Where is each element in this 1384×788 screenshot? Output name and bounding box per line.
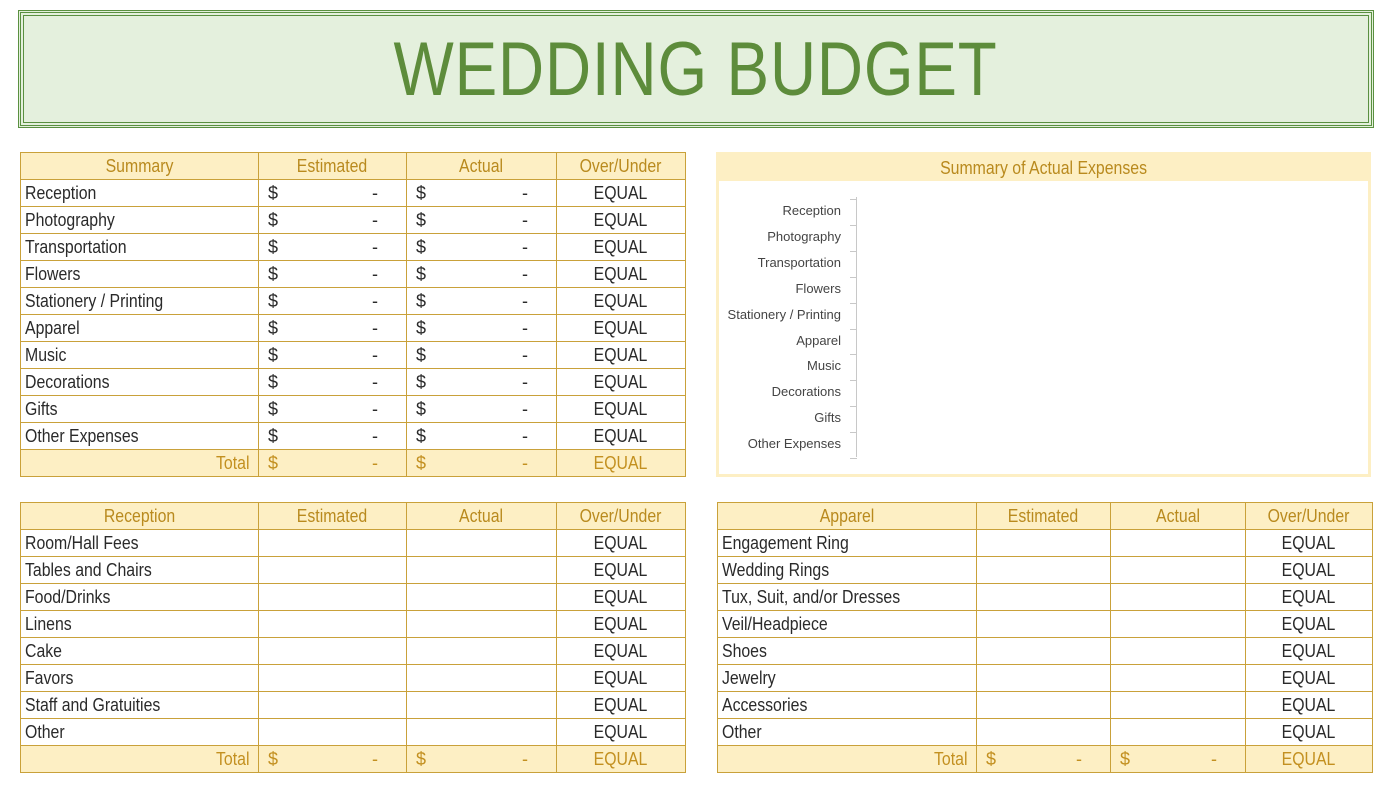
item-label <box>21 557 259 584</box>
actual-cell[interactable] <box>407 234 557 261</box>
item-text: Room/Hall Fees <box>25 532 139 553</box>
over-under-value: EQUAL <box>594 371 648 392</box>
over-under-value: EQUAL <box>594 290 648 311</box>
over-under-value: EQUAL <box>594 344 648 365</box>
item-label <box>718 719 977 746</box>
estimated-input-cell[interactable] <box>977 557 1111 584</box>
currency-symbol: $ <box>416 210 427 230</box>
over-under-cell <box>557 180 686 207</box>
item-text: Veil/Headpiece <box>722 613 828 634</box>
over-under-cell <box>557 719 686 746</box>
currency-symbol: $ <box>416 237 427 257</box>
summary-row <box>21 342 686 369</box>
amount-value: - <box>372 345 378 365</box>
estimated-input-cell[interactable] <box>259 638 407 665</box>
amount-value: - <box>372 426 378 446</box>
currency-symbol: $ <box>268 183 279 203</box>
reception-row <box>21 638 686 665</box>
reception-row <box>21 611 686 638</box>
amount-value: - <box>372 318 378 338</box>
total-actual-cell[interactable] <box>407 746 557 773</box>
estimated-input-cell[interactable] <box>259 692 407 719</box>
amount-value: - <box>372 453 378 473</box>
actual-input-cell[interactable] <box>1111 584 1246 611</box>
over-under-header: Over/Under <box>557 503 686 530</box>
actual-cell[interactable] <box>407 261 557 288</box>
currency-symbol: $ <box>416 372 427 392</box>
over-under-cell <box>557 315 686 342</box>
over-under-value: EQUAL <box>594 317 648 338</box>
over-under-value: EQUAL <box>1282 559 1336 580</box>
item-text: Wedding Rings <box>722 559 830 580</box>
currency-symbol: $ <box>416 426 427 446</box>
over-under-cell <box>557 288 686 315</box>
estimated-input-cell[interactable] <box>977 692 1111 719</box>
over-under-cell <box>557 665 686 692</box>
estimated-input-cell[interactable] <box>259 665 407 692</box>
actual-input-cell[interactable] <box>1111 530 1246 557</box>
over-under-cell <box>557 557 686 584</box>
item-text: Other <box>25 721 65 742</box>
currency-symbol: $ <box>416 453 427 473</box>
item-label <box>718 530 977 557</box>
actual-input-cell[interactable] <box>407 665 557 692</box>
over-under-value: EQUAL <box>594 209 648 230</box>
over-under-cell <box>557 423 686 450</box>
over-under-value: EQUAL <box>1282 721 1336 742</box>
reception-table <box>20 502 686 773</box>
over-under-value: EQUAL <box>594 182 648 203</box>
over-under-cell <box>1246 665 1373 692</box>
over-under-cell <box>557 638 686 665</box>
total-over-under-cell <box>557 746 686 773</box>
estimated-cell[interactable] <box>259 288 407 315</box>
item-text: Jewelry <box>722 667 776 688</box>
over-under-value: EQUAL <box>594 236 648 257</box>
currency-symbol: $ <box>416 345 427 365</box>
estimated-cell[interactable] <box>259 234 407 261</box>
apparel-header-row <box>718 503 1373 530</box>
currency-symbol: $ <box>268 345 279 365</box>
over-under-value: EQUAL <box>1282 640 1336 661</box>
chart-axis-tick <box>850 199 857 200</box>
actual-input-cell[interactable] <box>1111 692 1246 719</box>
actual-header: Actual <box>407 153 557 180</box>
summary-row <box>21 396 686 423</box>
amount-value: - <box>372 237 378 257</box>
over-under-header: Over/Under <box>1246 503 1373 530</box>
over-under-cell <box>557 369 686 396</box>
currency-symbol: $ <box>268 749 279 769</box>
category-label <box>21 261 259 288</box>
estimated-cell[interactable] <box>259 315 407 342</box>
category-label <box>21 315 259 342</box>
category-text: Gifts <box>25 398 58 419</box>
reception-row <box>21 692 686 719</box>
over-under-value: EQUAL <box>1282 694 1336 715</box>
actual-input-cell[interactable] <box>407 719 557 746</box>
estimated-input-cell[interactable] <box>259 719 407 746</box>
actual-input-cell[interactable] <box>1111 665 1246 692</box>
reception-row <box>21 584 686 611</box>
amount-value: - <box>522 345 528 365</box>
over-under-value: EQUAL <box>594 721 648 742</box>
chart-category-label: Photography <box>767 228 841 244</box>
total-text: Total <box>215 452 250 473</box>
category-text: Other Expenses <box>25 425 139 446</box>
amount-value: - <box>1076 749 1082 769</box>
title-banner <box>18 10 1374 128</box>
reception-row <box>21 665 686 692</box>
estimated-cell[interactable] <box>259 342 407 369</box>
estimated-cell[interactable] <box>259 369 407 396</box>
chart-category-axis <box>849 197 857 457</box>
total-estimated-cell[interactable] <box>259 450 407 477</box>
actual-cell[interactable] <box>407 288 557 315</box>
currency-symbol: $ <box>268 372 279 392</box>
category-label <box>21 423 259 450</box>
actual-cell[interactable] <box>407 423 557 450</box>
over-under-value: EQUAL <box>594 398 648 419</box>
estimated-input-cell[interactable] <box>977 611 1111 638</box>
total-actual-cell[interactable] <box>1111 746 1246 773</box>
currency-symbol: $ <box>268 318 279 338</box>
summary-row <box>21 315 686 342</box>
estimated-input-cell[interactable] <box>977 719 1111 746</box>
item-label <box>21 638 259 665</box>
chart-category-label: Flowers <box>795 280 841 296</box>
chart-axis-tick <box>850 432 857 433</box>
over-under-value: EQUAL <box>594 640 648 661</box>
apparel-row <box>718 638 1373 665</box>
amount-value: - <box>1211 749 1217 769</box>
amount-value: - <box>522 264 528 284</box>
item-label <box>718 665 977 692</box>
over-under-header: Over/Under <box>557 153 686 180</box>
chart-category-label: Gifts <box>814 410 841 426</box>
actual-cell[interactable] <box>407 369 557 396</box>
summary-header: Summary <box>21 153 259 180</box>
over-under-value: EQUAL <box>594 748 648 769</box>
over-under-value: EQUAL <box>594 667 648 688</box>
apparel-row <box>718 719 1373 746</box>
summary-row <box>21 180 686 207</box>
category-text: Apparel <box>25 317 80 338</box>
category-text: Flowers <box>25 263 81 284</box>
over-under-value: EQUAL <box>1282 667 1336 688</box>
actual-expenses-chart <box>716 152 1371 477</box>
over-under-value: EQUAL <box>594 532 648 553</box>
item-label <box>718 692 977 719</box>
actual-header: Actual <box>1111 503 1246 530</box>
actual-cell[interactable] <box>407 315 557 342</box>
item-text: Accessories <box>722 694 808 715</box>
category-label <box>21 288 259 315</box>
summary-table <box>20 152 686 477</box>
total-label <box>718 746 977 773</box>
reception-header-row <box>21 503 686 530</box>
item-label <box>21 611 259 638</box>
amount-value: - <box>522 318 528 338</box>
over-under-cell <box>557 207 686 234</box>
estimated-input-cell[interactable] <box>259 584 407 611</box>
currency-symbol: $ <box>268 426 279 446</box>
over-under-value: EQUAL <box>594 263 648 284</box>
actual-input-cell[interactable] <box>407 557 557 584</box>
over-under-cell <box>1246 719 1373 746</box>
item-text: Tables and Chairs <box>25 559 152 580</box>
estimated-cell[interactable] <box>259 207 407 234</box>
amount-value: - <box>372 183 378 203</box>
over-under-cell <box>557 342 686 369</box>
summary-row <box>21 261 686 288</box>
estimated-input-cell[interactable] <box>977 530 1111 557</box>
estimated-input-cell[interactable] <box>259 611 407 638</box>
estimated-input-cell[interactable] <box>259 557 407 584</box>
chart-title: Summary of Actual Expenses <box>719 155 1368 181</box>
total-row <box>21 746 686 773</box>
actual-input-cell[interactable] <box>407 530 557 557</box>
currency-symbol: $ <box>268 237 279 257</box>
category-text: Transportation <box>25 236 127 257</box>
amount-value: - <box>372 749 378 769</box>
over-under-value: EQUAL <box>594 425 648 446</box>
amount-value: - <box>372 291 378 311</box>
over-under-cell <box>1246 638 1373 665</box>
item-label <box>718 611 977 638</box>
estimated-cell[interactable] <box>259 423 407 450</box>
category-label <box>21 396 259 423</box>
page-title: WEDDING BUDGET <box>393 26 999 112</box>
over-under-value: EQUAL <box>1282 586 1336 607</box>
item-label <box>21 692 259 719</box>
chart-axis-tick <box>850 406 857 407</box>
summary-row <box>21 234 686 261</box>
category-label <box>21 180 259 207</box>
actual-input-cell[interactable] <box>407 611 557 638</box>
total-row <box>718 746 1373 773</box>
category-text: Stationery / Printing <box>25 290 164 311</box>
actual-input-cell[interactable] <box>407 584 557 611</box>
estimated-header: Estimated <box>977 503 1111 530</box>
chart-category-label: Music <box>807 358 841 374</box>
currency-symbol: $ <box>268 399 279 419</box>
over-under-cell <box>557 530 686 557</box>
item-label <box>21 530 259 557</box>
apparel-row <box>718 611 1373 638</box>
chart-axis-tick <box>850 329 857 330</box>
chart-axis-tick <box>850 458 857 459</box>
amount-value: - <box>522 749 528 769</box>
category-text: Decorations <box>25 371 110 392</box>
apparel-table <box>717 502 1373 773</box>
actual-cell[interactable] <box>407 396 557 423</box>
total-estimated-cell[interactable] <box>259 746 407 773</box>
chart-axis-tick <box>850 354 857 355</box>
apparel-row <box>718 530 1373 557</box>
chart-axis-tick <box>850 303 857 304</box>
estimated-cell[interactable] <box>259 261 407 288</box>
amount-value: - <box>372 372 378 392</box>
currency-symbol: $ <box>416 399 427 419</box>
item-label <box>718 638 977 665</box>
estimated-input-cell[interactable] <box>259 530 407 557</box>
item-text: Favors <box>25 667 74 688</box>
currency-symbol: $ <box>416 291 427 311</box>
currency-symbol: $ <box>416 749 427 769</box>
reception-row <box>21 557 686 584</box>
category-text: Reception <box>25 182 97 203</box>
actual-cell[interactable] <box>407 207 557 234</box>
chart-axis-tick <box>850 277 857 278</box>
currency-symbol: $ <box>268 210 279 230</box>
category-label <box>21 207 259 234</box>
item-text: Cake <box>25 640 62 661</box>
currency-symbol: $ <box>416 318 427 338</box>
over-under-cell <box>1246 584 1373 611</box>
over-under-value: EQUAL <box>1282 748 1336 769</box>
over-under-value: EQUAL <box>594 613 648 634</box>
over-under-value: EQUAL <box>594 452 648 473</box>
summary-row <box>21 423 686 450</box>
amount-value: - <box>522 237 528 257</box>
summary-header-row <box>21 153 686 180</box>
chart-axis-tick <box>850 380 857 381</box>
estimated-input-cell[interactable] <box>977 665 1111 692</box>
total-estimated-cell[interactable] <box>977 746 1111 773</box>
actual-input-cell[interactable] <box>1111 719 1246 746</box>
item-label <box>21 719 259 746</box>
chart-axis-tick <box>850 251 857 252</box>
apparel-row <box>718 557 1373 584</box>
currency-symbol: $ <box>268 264 279 284</box>
actual-input-cell[interactable] <box>407 692 557 719</box>
over-under-cell <box>1246 530 1373 557</box>
over-under-cell <box>557 692 686 719</box>
over-under-value: EQUAL <box>594 559 648 580</box>
actual-input-cell[interactable] <box>1111 611 1246 638</box>
chart-category-label: Decorations <box>771 384 841 400</box>
over-under-value: EQUAL <box>1282 613 1336 634</box>
amount-value: - <box>372 210 378 230</box>
estimated-header: Estimated <box>259 503 407 530</box>
estimated-cell[interactable] <box>259 180 407 207</box>
reception-row <box>21 719 686 746</box>
estimated-header: Estimated <box>259 153 407 180</box>
category-text: Photography <box>25 209 115 230</box>
item-text: Linens <box>25 613 72 634</box>
over-under-cell <box>1246 611 1373 638</box>
over-under-value: EQUAL <box>594 586 648 607</box>
amount-value: - <box>522 399 528 419</box>
total-label <box>21 746 259 773</box>
amount-value: - <box>522 426 528 446</box>
summary-row <box>21 288 686 315</box>
currency-symbol: $ <box>986 749 997 769</box>
currency-symbol: $ <box>416 183 427 203</box>
item-text: Other <box>722 721 762 742</box>
estimated-input-cell[interactable] <box>977 638 1111 665</box>
category-label <box>21 234 259 261</box>
chart-category-label: Reception <box>782 203 841 218</box>
over-under-cell <box>557 396 686 423</box>
chart-axis-tick <box>850 225 857 226</box>
chart-category-label: Apparel <box>796 332 841 348</box>
total-over-under-cell <box>1246 746 1373 773</box>
apparel-row <box>718 665 1373 692</box>
summary-row <box>21 207 686 234</box>
amount-value: - <box>372 399 378 419</box>
category-label <box>21 369 259 396</box>
reception-header: Reception <box>21 503 259 530</box>
total-over-under-cell <box>557 450 686 477</box>
total-row <box>21 450 686 477</box>
estimated-input-cell[interactable] <box>977 584 1111 611</box>
amount-value: - <box>522 183 528 203</box>
over-under-value: EQUAL <box>1282 532 1336 553</box>
item-label <box>718 584 977 611</box>
category-label <box>21 342 259 369</box>
over-under-cell <box>1246 557 1373 584</box>
over-under-cell <box>557 234 686 261</box>
chart-category-label: Other Expenses <box>747 436 841 452</box>
estimated-cell[interactable] <box>259 396 407 423</box>
amount-value: - <box>522 291 528 311</box>
chart-category-label: Stationery / Printing <box>727 306 841 322</box>
over-under-cell <box>1246 692 1373 719</box>
currency-symbol: $ <box>416 264 427 284</box>
summary-row <box>21 369 686 396</box>
actual-cell[interactable] <box>407 180 557 207</box>
reception-row <box>21 530 686 557</box>
actual-input-cell[interactable] <box>407 638 557 665</box>
amount-value: - <box>522 453 528 473</box>
currency-symbol: $ <box>268 291 279 311</box>
total-text: Total <box>933 748 968 769</box>
apparel-row <box>718 584 1373 611</box>
over-under-cell <box>557 611 686 638</box>
item-text: Staff and Gratuities <box>25 694 161 715</box>
category-text: Music <box>25 344 67 365</box>
currency-symbol: $ <box>1120 749 1131 769</box>
apparel-header: Apparel <box>718 503 977 530</box>
total-text: Total <box>215 748 250 769</box>
actual-cell[interactable] <box>407 342 557 369</box>
total-label <box>21 450 259 477</box>
amount-value: - <box>372 264 378 284</box>
amount-value: - <box>522 372 528 392</box>
over-under-value: EQUAL <box>594 694 648 715</box>
actual-input-cell[interactable] <box>1111 557 1246 584</box>
item-text: Food/Drinks <box>25 586 111 607</box>
chart-category-label: Transportation <box>757 254 841 270</box>
total-actual-cell[interactable] <box>407 450 557 477</box>
amount-value: - <box>522 210 528 230</box>
over-under-cell <box>557 584 686 611</box>
over-under-cell <box>557 261 686 288</box>
item-label <box>718 557 977 584</box>
item-text: Engagement Ring <box>722 532 849 553</box>
actual-header: Actual <box>407 503 557 530</box>
item-text: Tux, Suit, and/or Dresses <box>722 586 901 607</box>
apparel-row <box>718 692 1373 719</box>
item-text: Shoes <box>722 640 767 661</box>
item-label <box>21 584 259 611</box>
item-label <box>21 665 259 692</box>
actual-input-cell[interactable] <box>1111 638 1246 665</box>
currency-symbol: $ <box>268 453 279 473</box>
